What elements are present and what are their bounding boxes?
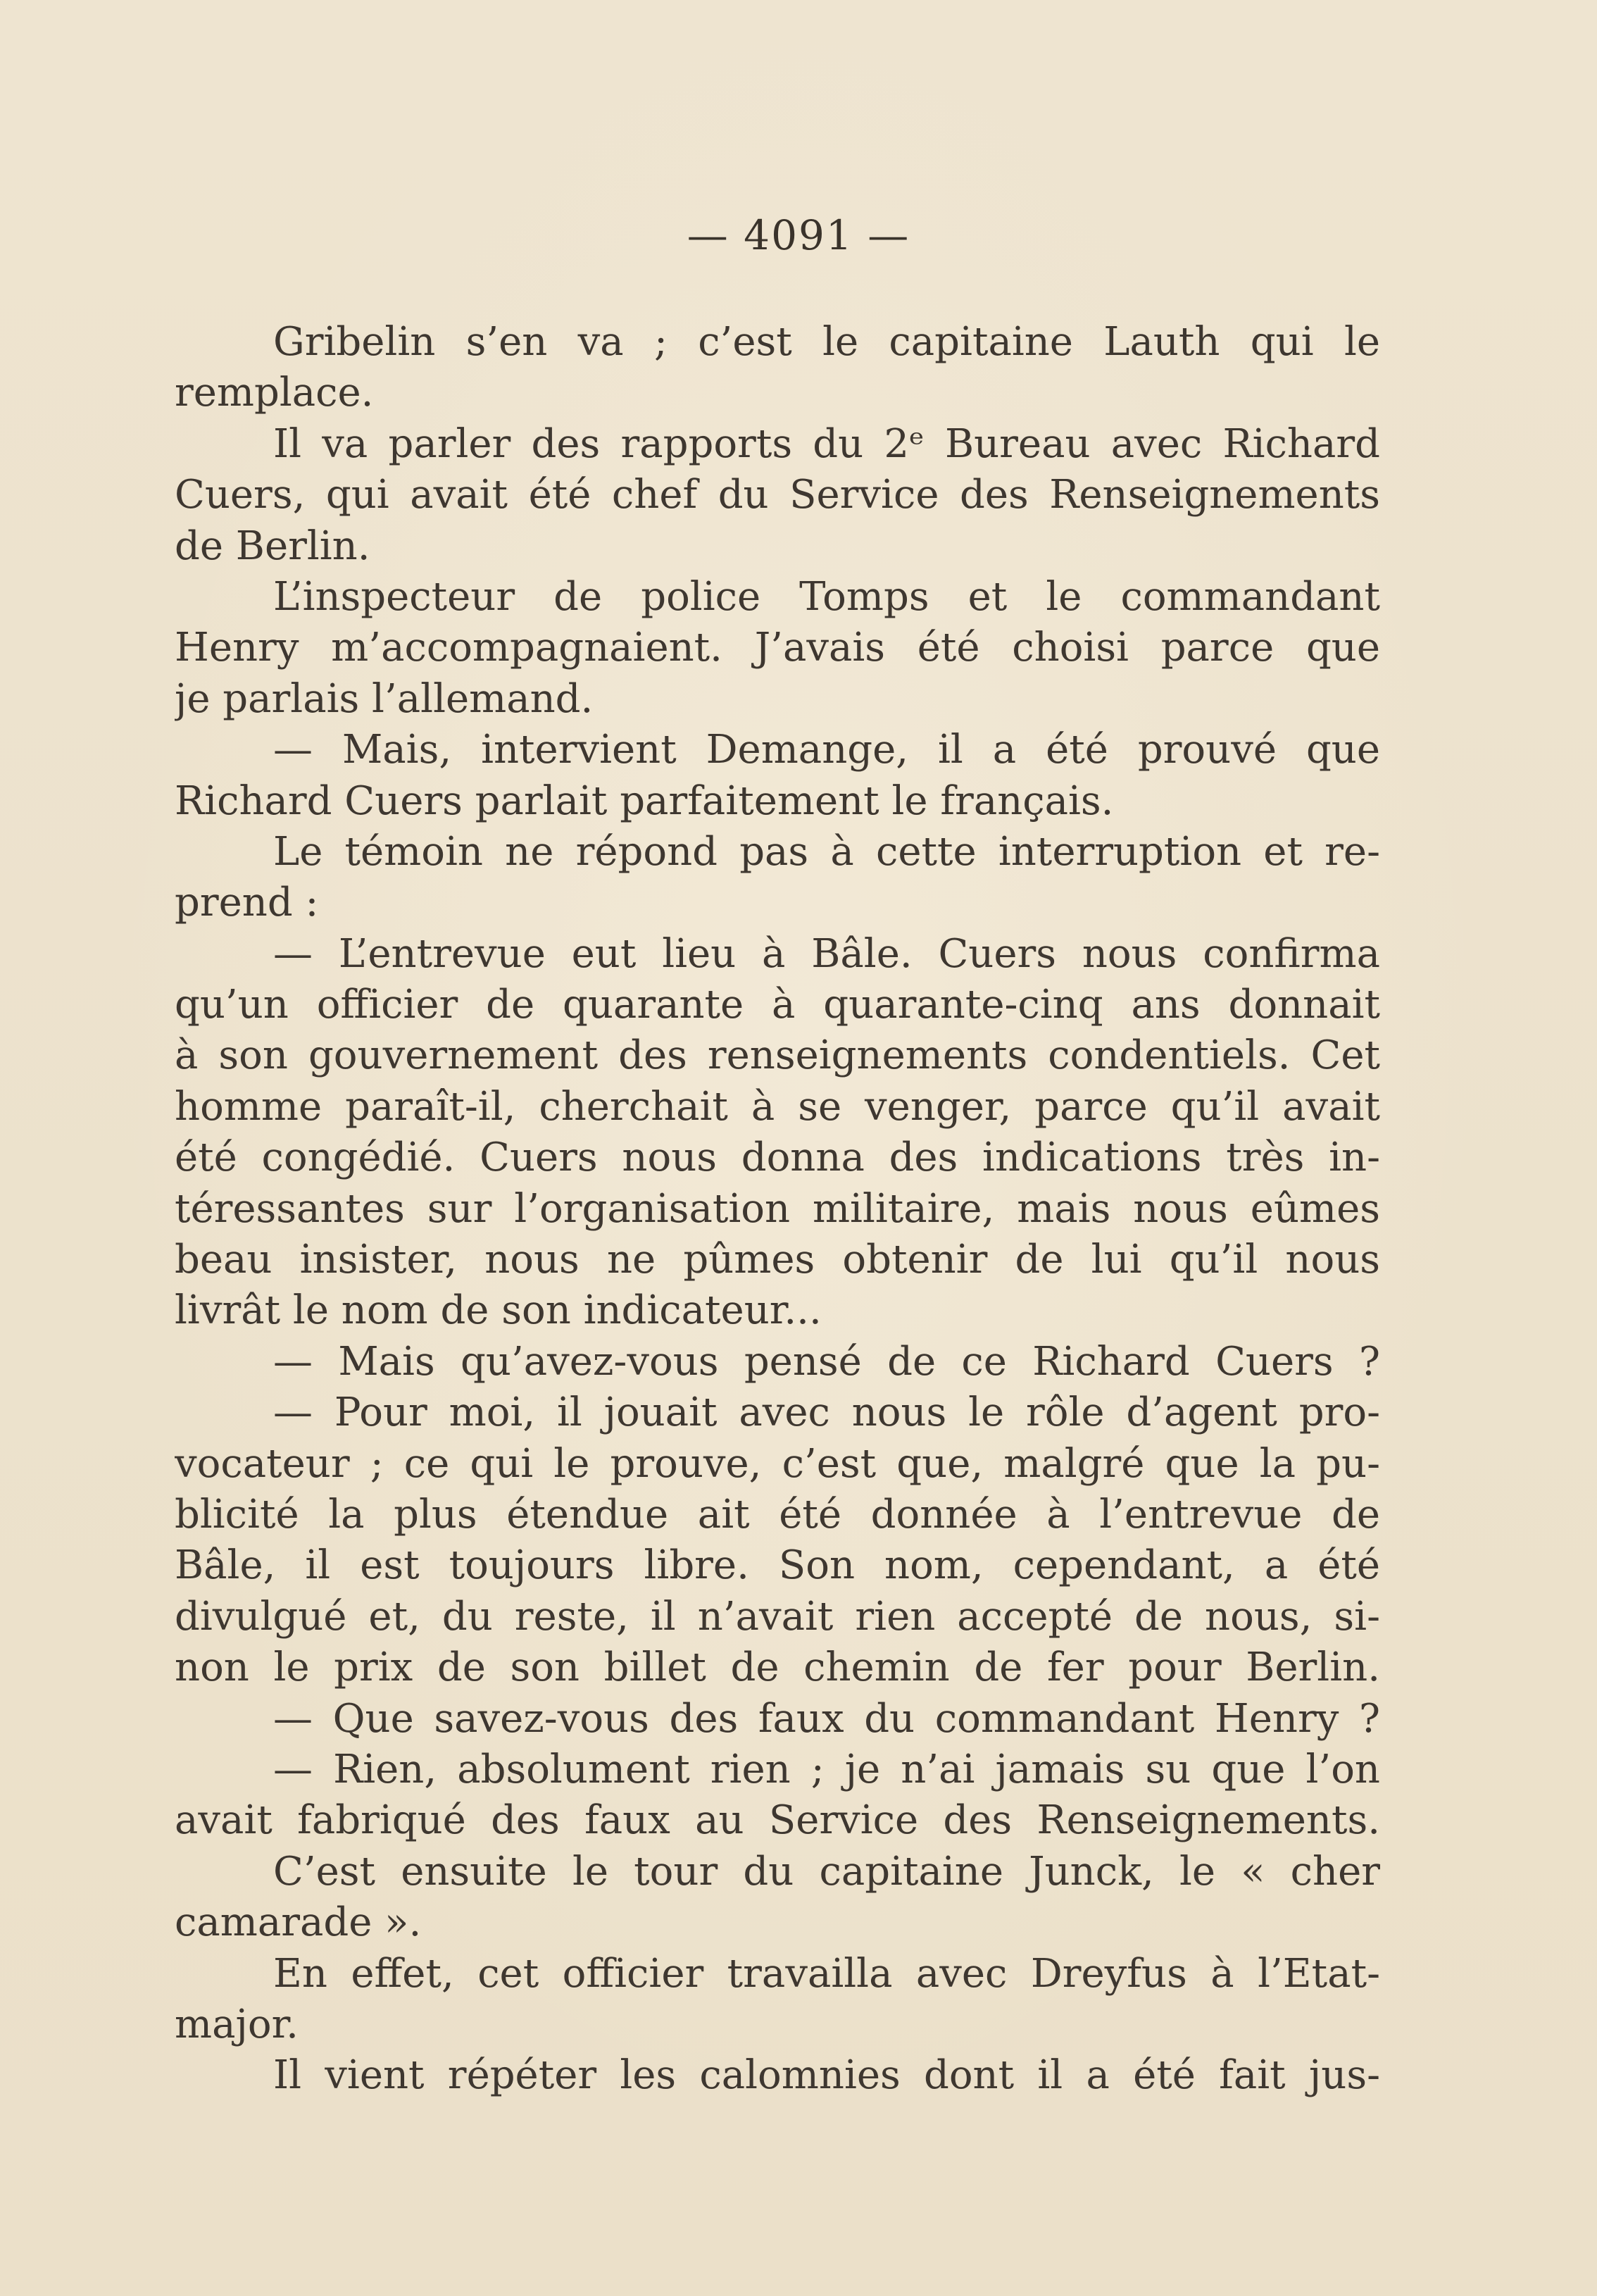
text-line: livrât le nom de son indicateur... [175,1287,822,1334]
text-line: Le témoin ne répond pas à cette interruption et re- [273,828,1380,875]
text-line: à son gouvernement des renseignements condentiels. Cet [175,1032,1380,1079]
text-line: beau insister, nous ne pûmes obtenir de lui qu’il nous [175,1237,1380,1283]
text-line: Il va parler des rapports du 2ᵉ Bureau avec Richard [273,420,1380,467]
text-line: — L’entrevue eut lieu à Bâle. Cuers nous confirma [273,930,1380,977]
text-line: vocateur ; ce qui le prouve, c’est que, malgré que la pu- [175,1440,1380,1487]
text-line: Bâle, il est toujours libre. Son nom, cependant, a été [175,1542,1380,1589]
text-line: Cuers, qui avait été chef du Service des Renseignements [175,472,1380,518]
text-line: non le prix de son billet de chemin de fer pour Berlin. [175,1645,1380,1691]
text-line: Henry m’accompagnaient. J’avais été choisi parce que [175,625,1380,671]
text-line: — Pour moi, il jouait avec nous le rôle d’agent pro- [273,1390,1380,1436]
text-line: de Berlin. [175,523,370,569]
body-text [175,317,1380,2102]
text-line: Richard Cuers parlait parfaitement le français. [175,778,1114,824]
text-line: prend : [175,880,319,926]
text-line: — Mais qu’avez-vous pensé de ce Richard Cuers ? [273,1338,1380,1385]
text-line: je parlais l’allemand. [175,675,594,722]
text-line: homme paraît-il, cherchait à se venger, parce qu’il avait [175,1083,1380,1130]
text-line: téressantes sur l’organisation militaire, mais nous eûmes [175,1185,1380,1232]
text-line: C’est ensuite le tour du capitaine Junck, le « cher [273,1848,1380,1895]
text-line: — Rien, absolument rien ; je n’ai jamais su que l’on [273,1746,1380,1792]
text-line: L’inspecteur de police Tomps et le commandant [273,573,1380,620]
text-line: remplace. [175,370,374,416]
text-line: divulgué et, du reste, il n’avait rien accepté de nous, si- [175,1593,1380,1640]
text-line: été congédié. Cuers nous donna des indications très in- [175,1135,1380,1181]
text-line: Il vient répéter les calomnies dont il a été fait jus- [273,2052,1380,2099]
text-line: — Mais, intervient Demange, il a été prouvé que [273,727,1380,773]
text-line: qu’un officier de quarante à quarante-cinq ans donnait [175,982,1380,1028]
page-number: — 4091 — [687,211,910,259]
text-line: Gribelin s’en va ; c’est le capitaine Lauth qui le [273,319,1380,365]
text-line: blicité la plus étendue ait été donnée à l’entrevue de [175,1491,1380,1537]
text-line: avait fabriqué des faux au Service des Renseignements. [175,1797,1380,1844]
text-line: — Que savez-vous des faux du commandant Henry ? [273,1695,1380,1742]
text-line: camarade ». [175,1899,422,1946]
text-line: En effet, cet officier travailla avec Dreyfus à l’Etat- [273,1950,1380,1997]
text-line: major. [175,2001,299,2047]
